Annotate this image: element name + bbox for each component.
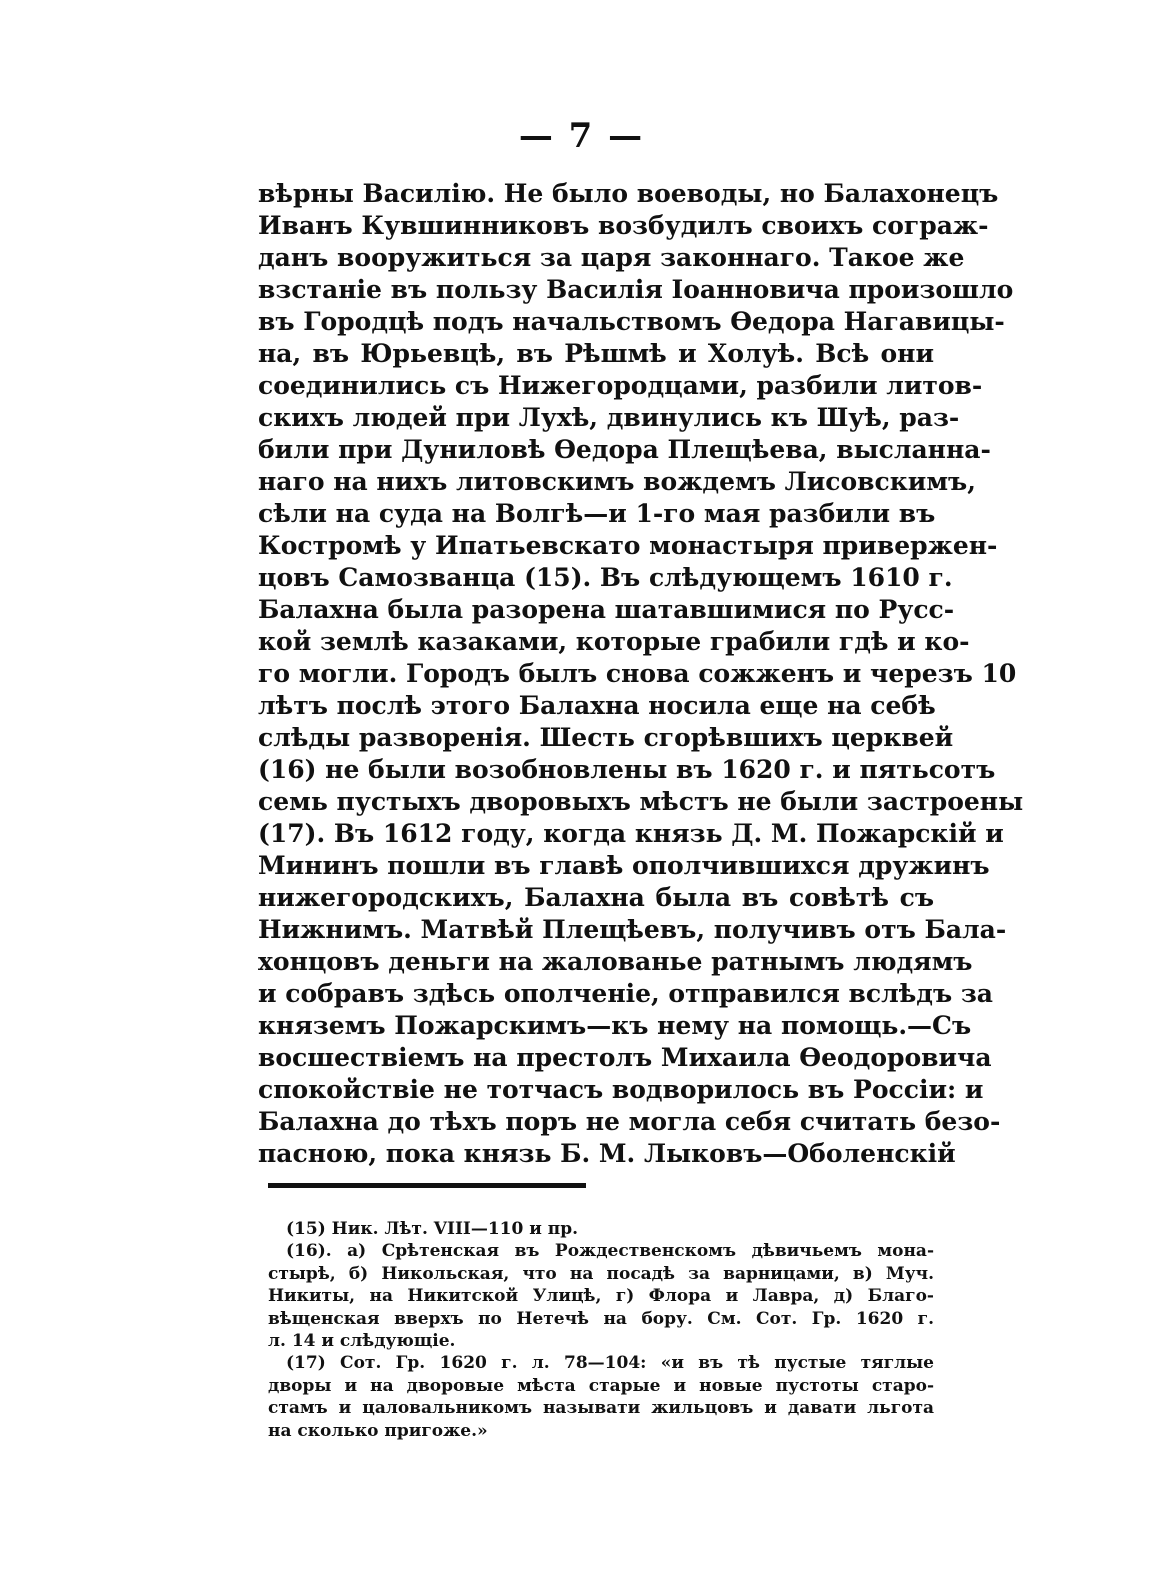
text-line: Балахна до тѣхъ поръ не могла себя считать безо- xyxy=(258,1107,1001,1136)
text-line: Иванъ Кувшинниковъ возбудилъ своихъ сограж- xyxy=(258,211,989,240)
footnote-line: стамъ и цаловальникомъ называти жильцовъ и давати льгота xyxy=(268,1398,934,1419)
footnote-divider xyxy=(268,1183,586,1188)
footnote-line: (15) Ник. Лѣт. VIII—110 и пр. xyxy=(286,1219,579,1239)
text-line: восшествіемъ на престолъ Михаила Ѳеодоровича xyxy=(258,1043,992,1072)
footnote-line: (17) Сот. Гр. 1620 г. л. 78—104: «и въ тѣ пустые тяглые xyxy=(286,1353,934,1374)
text-line: цовъ Самозванца (15). Въ слѣдующемъ 1610 г. xyxy=(258,563,953,592)
text-line: данъ вооружиться за царя законнаго. Такое же xyxy=(258,243,965,272)
text-line: пасною, пока князь Б. М. Лыковъ—Оболенскій xyxy=(258,1139,956,1168)
text-line: (16) не были возобновлены въ 1620 г. и пятьсотъ xyxy=(258,755,996,784)
text-line: лѣтъ послѣ этого Балахна носила еще на себѣ xyxy=(258,691,936,720)
body-text xyxy=(258,178,1024,1170)
text-line: сѣли на суда на Волгѣ—и 1-го мая разбили въ xyxy=(258,499,936,528)
text-line: княземъ Пожарскимъ—къ нему на помощь.—Съ xyxy=(258,1011,972,1040)
text-line: Костромѣ у Ипатьевскато монастыря привержен- xyxy=(258,531,998,560)
footnote-line: стырѣ, б) Никольская, что на посадѣ за варницами, в) Муч. xyxy=(268,1263,934,1284)
text-line: Балахна была разорена шатавшимися по Русс- xyxy=(258,595,955,624)
text-line: соединились съ Нижегородцами, разбили литов- xyxy=(258,371,983,400)
text-line: и собравъ здѣсь ополченіе, отправился вслѣдъ за xyxy=(258,979,993,1008)
footnote-line: (16). а) Срѣтенская въ Рождественскомъ дѣвичьемъ мона- xyxy=(286,1241,934,1262)
text-line: (17). Въ 1612 году, когда князь Д. М. Пожарскій и xyxy=(258,819,1004,848)
text-line: нижегородскихъ, Балахна была въ совѣтѣ съ xyxy=(258,883,934,912)
text-line: Мининъ пошли въ главѣ ополчившихся дружинъ xyxy=(258,851,990,880)
text-line: скихъ людей при Лухѣ, двинулись къ Шуѣ, раз- xyxy=(258,403,960,432)
text-line: Нижнимъ. Матвѣй Плещѣевъ, получивъ отъ Бала- xyxy=(258,915,1007,944)
footnote-line: дворы и на дворовые мѣста старые и новые пустоты старо- xyxy=(268,1375,934,1396)
footnote-line: на сколько пригоже.» xyxy=(268,1420,488,1441)
text-line: кой землѣ казаками, которые грабили гдѣ и ко- xyxy=(258,627,970,656)
text-line: семь пустыхъ дворовыхъ мѣстъ не были застроены xyxy=(258,787,1024,816)
text-line: били при Дуниловѣ Ѳедора Плещѣева, высланна- xyxy=(258,435,991,464)
footnote-line: Никиты, на Никитской Улицѣ, г) Флора и Лавра, д) Благо- xyxy=(268,1286,934,1307)
text-line: спокойствіе не тотчасъ водворилось въ Россіи: и xyxy=(258,1075,984,1104)
footnote-line: л. 14 и слѣдующіе. xyxy=(268,1330,456,1351)
footnotes xyxy=(268,1218,934,1442)
footnote-line: вѣщенская вверхъ по Нетечѣ на бору. См. Сот. Гр. 1620 г. xyxy=(268,1308,934,1329)
text-line: въ Городцѣ подъ начальствомъ Ѳедора Нагавицы- xyxy=(258,307,1005,336)
text-line: вѣрны Василію. Не было воеводы, но Балахонецъ xyxy=(258,179,999,208)
page-number: — 7 — xyxy=(518,116,645,156)
text-line: слѣды разворенія. Шесть сгорѣвшихъ церквей xyxy=(258,723,954,752)
text-line: взстаніе въ пользу Василія Іоанновича произошло xyxy=(258,275,1014,304)
text-line: го могли. Городъ былъ снова сожженъ и черезъ 10 xyxy=(258,659,1017,688)
text-line: наго на нихъ литовскимъ вождемъ Лисовскимъ, xyxy=(258,467,976,496)
text-line: на, въ Юрьевцѣ, въ Рѣшмѣ и Холуѣ. Всѣ они xyxy=(258,339,934,368)
text-line: хонцовъ деньги на жалованье ратнымъ людямъ xyxy=(258,947,973,976)
